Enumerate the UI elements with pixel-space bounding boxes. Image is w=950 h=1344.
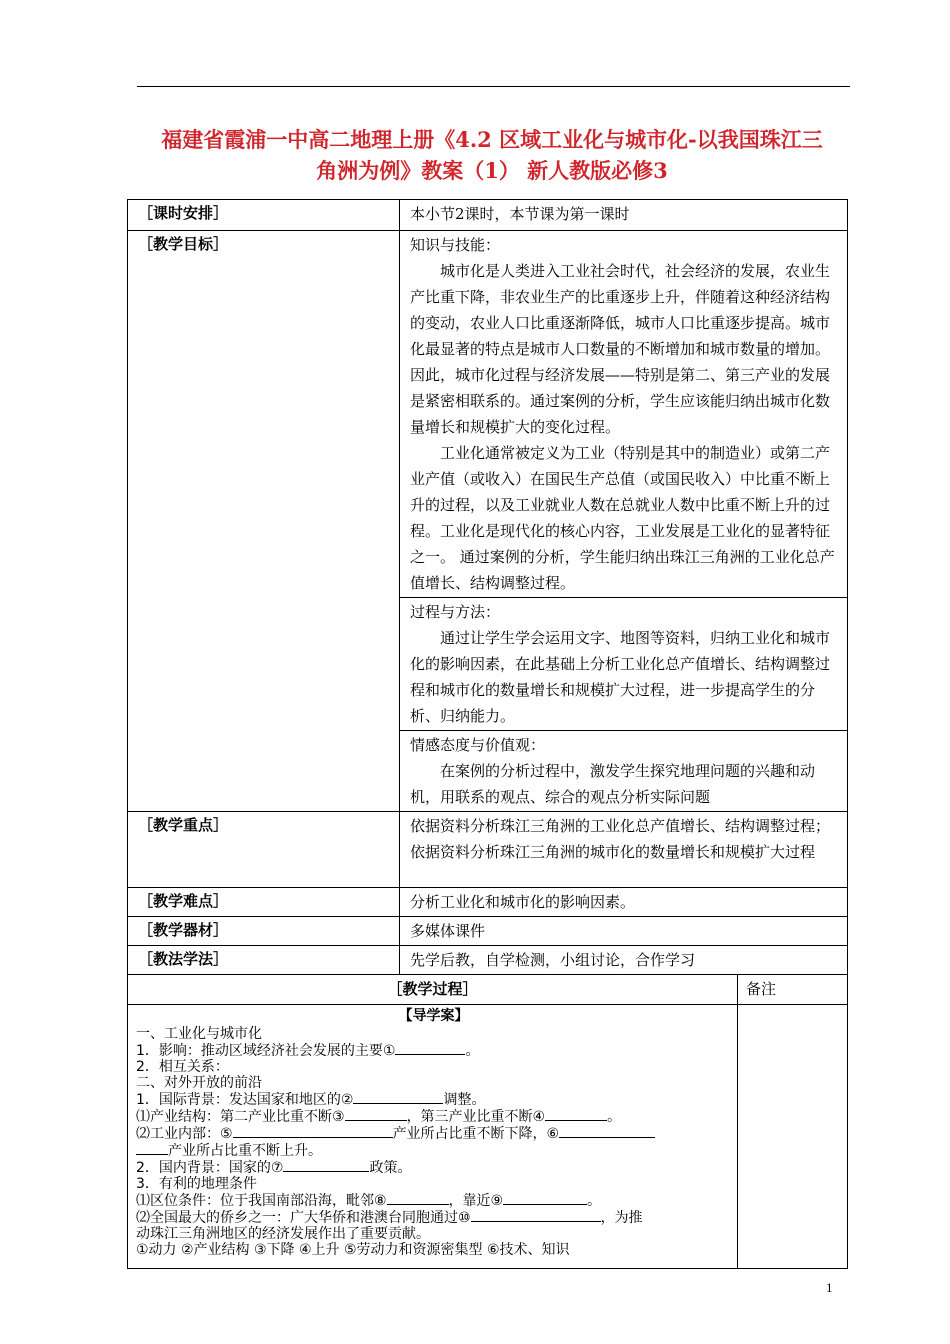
- guide-line: [136, 1026, 731, 1042]
- document-title: [120, 124, 864, 186]
- row-difficulty: [128, 888, 848, 917]
- guide-text: 产业所占比重不断上升。: [168, 1143, 322, 1159]
- guide-text: 3．有利的地理条件: [136, 1176, 257, 1192]
- guide-text: ⑵全国最大的侨乡之一：广大华侨和港澳台同胞通过⑩: [136, 1210, 471, 1226]
- answer-blank-1[interactable]: [395, 1042, 465, 1055]
- guide-text: 2．相互关系：: [136, 1059, 229, 1075]
- guide-text: 。: [587, 1193, 602, 1209]
- guide-text: 2．国内背景：国家的⑦: [136, 1160, 284, 1176]
- goals-knowledge-cell: [400, 231, 848, 598]
- lesson-plan-table: [127, 199, 848, 1269]
- row-goals: [128, 231, 848, 598]
- value-difficulty: 分析工业化和城市化的影响因素。: [400, 888, 848, 917]
- goals-emotion-cell: [400, 731, 848, 812]
- value-equipment: 多媒体课件: [400, 917, 848, 946]
- guide-text: 二、对外开放的前沿: [136, 1075, 262, 1091]
- row-schedule: [128, 200, 848, 231]
- guide-text: 。: [607, 1109, 622, 1125]
- value-schedule: 本小节2课时，本节课为第一课时: [400, 200, 848, 231]
- guide-text: 调整。: [443, 1092, 486, 1108]
- guide-line: [136, 1226, 731, 1242]
- row-focus: [128, 812, 848, 888]
- answer-blank-6b[interactable]: [136, 1142, 168, 1155]
- value-methods: 先学后教，自学检测，小组讨论，合作学习: [400, 946, 848, 975]
- knowledge-heading: 知识与技能：: [410, 236, 501, 254]
- answer-blank-9[interactable]: [503, 1192, 587, 1205]
- notes-header: 备注: [738, 975, 848, 1005]
- guide-text: 1．国际背景：发达国家和地区的②: [136, 1092, 354, 1108]
- guide-text: ⑵工业内部：⑤: [136, 1126, 233, 1142]
- guide-line: [136, 1108, 731, 1125]
- guide-text: ，第三产业比重不断④: [406, 1109, 546, 1125]
- guide-text: 一、工业化与城市化: [136, 1026, 262, 1042]
- value-focus: 依据资料分析珠江三角洲的工业化总产值增长、结构调整过程；依据资料分析珠江三角洲的城市化的数量增长和规模扩大过程: [400, 812, 848, 888]
- guide-line: [136, 1059, 731, 1075]
- guide-line: [136, 1192, 731, 1209]
- title-line-2: 角洲为例》教案（1） 新人教版必修3: [316, 158, 668, 183]
- label-schedule: ［课时安排］: [128, 200, 400, 231]
- label-methods: ［教法学法］: [128, 946, 400, 975]
- row-process-header: [128, 975, 848, 1005]
- answer-blank-8[interactable]: [387, 1192, 449, 1205]
- process-header: ［教学过程］: [128, 975, 738, 1005]
- knowledge-paragraph-2: 工业化通常被定义为工业（特别是其中的制造业）或第二产业产值（或收入）在国民生产总值（或国民收入）中比重不断上升的过程，以及工业就业人数在总就业人数中比重不断上升的过程。工业化是现代化的核心内容，工业发展是工业化的显著特征之一。 通过案例的分析，学生能归纳出珠江三角洲的工业化总产值增长、结构调整过程。: [410, 444, 835, 592]
- answer-blank-5[interactable]: [233, 1125, 393, 1138]
- guide-text: ①动力 ②产业结构 ③下降 ④上升 ⑤劳动力和资源密集型 ⑥技术、知识: [136, 1242, 570, 1258]
- label-goals: ［教学目标］: [128, 231, 400, 812]
- guide-text: 。: [465, 1043, 480, 1059]
- guide-line: [136, 1159, 731, 1176]
- process-heading: 过程与方法：: [410, 603, 501, 621]
- label-focus: ［教学重点］: [128, 812, 400, 888]
- guide-line: [136, 1042, 731, 1059]
- label-equipment: ［教学器材］: [128, 917, 400, 946]
- guide-answers: [136, 1242, 731, 1258]
- guide-text: ，为推: [600, 1210, 643, 1226]
- guide-line: [136, 1125, 731, 1142]
- guide-line: [136, 1075, 731, 1091]
- guide-text: ⑴产业结构：第二产业比重不断③: [136, 1109, 345, 1125]
- guide-text: ⑴区位条件：位于我国南部沿海，毗邻⑧: [136, 1193, 387, 1209]
- row-methods: [128, 946, 848, 975]
- answer-blank-10[interactable]: [471, 1209, 601, 1222]
- guide-text: 政策。: [369, 1160, 412, 1176]
- row-equipment: [128, 917, 848, 946]
- label-difficulty: ［教学难点］: [128, 888, 400, 917]
- guide-line: [136, 1209, 731, 1226]
- knowledge-paragraph-1: 城市化是人类进入工业社会时代，社会经济的发展，农业生产比重下降，非农业生产的比重逐步上升，伴随着这种经济结构的变动，农业人口比重逐渐降低，城市人口比重逐步提高。城市化最显著的特点是城市人口数量的不断增加和城市数量的增加。因此，城市化过程与经济发展——特别是第二、第三产业的发展是紧密相联系的。通过案例的分析，学生应该能归纳出城市化数量增长和规模扩大的变化过程。: [410, 262, 831, 436]
- notes-cell: [738, 1005, 848, 1269]
- process-paragraph: 通过让学生学会运用文字、地图等资料，归纳工业化和城市化的影响因素，在此基础上分析工业化总产值增长、结构调整过程和城市化的数量增长和规模扩大过程，进一步提高学生的分析、归纳能力。: [410, 629, 831, 725]
- guide-text: 产业所占比重不断下降，⑥: [392, 1126, 560, 1142]
- guide-line: [136, 1142, 731, 1159]
- title-line-1: 福建省霞浦一中高二地理上册《4.2 区域工业化与城市化-以我国珠江三: [161, 127, 823, 152]
- answer-blank-6[interactable]: [559, 1125, 655, 1138]
- answer-blank-7[interactable]: [283, 1159, 369, 1172]
- guide-text: 动珠江三角洲地区的经济发展作出了重要贡献。: [136, 1226, 430, 1242]
- emotion-heading: 情感态度与价值观：: [410, 736, 546, 754]
- emotion-paragraph: 在案例的分析过程中，激发学生探究地理问题的兴趣和动机，用联系的观点、综合的观点分析实际问题: [410, 762, 816, 806]
- answer-blank-2[interactable]: [353, 1091, 443, 1104]
- guide-line: [136, 1176, 731, 1192]
- guide-title: 【导学案】: [398, 1008, 469, 1024]
- page-number: 1: [826, 1280, 833, 1295]
- answer-blank-4[interactable]: [545, 1108, 607, 1121]
- guide-text: 1．影响：推动区域经济社会发展的主要①: [136, 1043, 396, 1059]
- guide-text: ，靠近⑨: [448, 1193, 504, 1209]
- guide-line: [136, 1091, 731, 1108]
- guide-cell: [128, 1005, 738, 1269]
- answer-blank-3[interactable]: [345, 1108, 407, 1121]
- goals-process-cell: [400, 598, 848, 731]
- row-guide: [128, 1005, 848, 1269]
- header-rule: [137, 86, 850, 87]
